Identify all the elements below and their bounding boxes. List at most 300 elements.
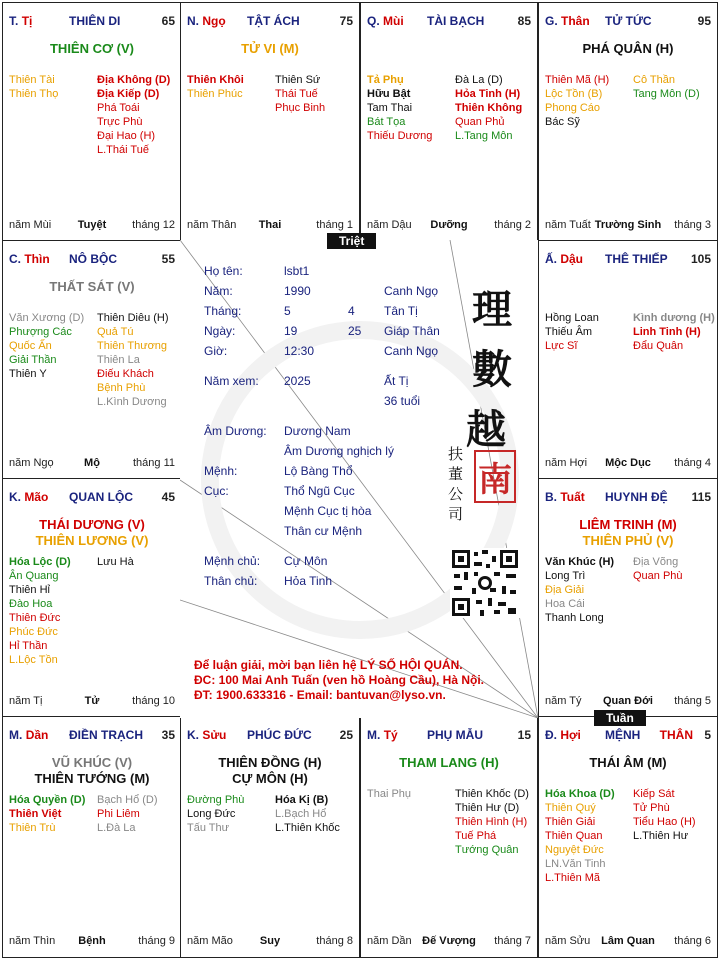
right-star-list — [633, 555, 683, 583]
palace-stem: Sửu — [202, 728, 227, 742]
star-item: Phá Toái — [97, 102, 140, 114]
palace-footer — [545, 695, 711, 709]
calligraphy-small-4: 司 — [448, 505, 464, 523]
star-item: Bạch Hổ (D) — [97, 794, 158, 806]
right-star-list — [275, 793, 340, 835]
palace-hoi — [538, 716, 718, 958]
palace-footer — [9, 457, 175, 471]
palace-branch: G. — [545, 14, 558, 28]
day-can: Giáp Thân — [384, 324, 440, 338]
star-item: Bác Sỹ — [545, 116, 580, 128]
palace-age: 15 — [517, 728, 531, 742]
month-label: Tháng: — [204, 304, 242, 318]
palace-month: tháng 6 — [674, 935, 711, 947]
star-item: Địa Kiếp (D) — [97, 88, 160, 100]
palace-age: 85 — [517, 14, 531, 28]
palace-lifecycle: Quan Đới — [603, 695, 653, 707]
star-item: Quan Phủ — [455, 116, 505, 128]
star-item: Thiên Hỉ — [9, 584, 50, 596]
month-lunar: 4 — [348, 304, 355, 318]
right-star-list — [97, 73, 170, 157]
thanchu-label: Thân chủ: — [204, 574, 258, 588]
palace-age: 5 — [704, 728, 711, 742]
main-star: THÁI DƯƠNG (V) — [39, 517, 145, 532]
star-item: Ân Quang — [9, 570, 59, 582]
main-star: LIÊM TRINH (M) — [579, 517, 677, 532]
palace-year: năm Mùi — [9, 219, 52, 231]
palace-suu — [180, 716, 360, 958]
palace-ti — [2, 2, 182, 242]
star-item: Hồng Loan — [545, 312, 599, 324]
palace-month: tháng 2 — [494, 219, 531, 231]
right-star-list — [275, 73, 325, 115]
palace-footer — [9, 935, 175, 949]
star-item: Tuế Phá — [455, 830, 497, 842]
day-value: 19 — [284, 324, 298, 338]
calligraphy-char-1: 理 — [472, 286, 512, 333]
center-info-panel — [180, 240, 538, 718]
star-item: Thanh Long — [545, 612, 604, 624]
palace-lifecycle: Bệnh — [78, 935, 106, 947]
main-star: THIÊN TƯỚNG (M) — [34, 771, 150, 786]
star-item: Linh Tinh (H) — [633, 326, 701, 338]
view-year-label: Năm xem: — [204, 374, 259, 388]
palace-branch: B. — [545, 490, 557, 504]
thanchu-value: Hỏa Tinh — [284, 574, 333, 588]
palace-age: 25 — [339, 728, 353, 742]
star-item: Đường Phù — [187, 794, 245, 806]
left-star-list — [187, 793, 244, 835]
main-star: CỰ MÔN (H) — [232, 771, 308, 786]
main-star: THIÊN ĐỒNG (H) — [218, 755, 322, 770]
star-item: Tang Môn (D) — [633, 88, 700, 100]
palace-year: năm Mão — [187, 935, 233, 947]
palace-age: 55 — [161, 252, 175, 266]
star-item: Phượng Các — [9, 326, 72, 338]
cuc-label: Cục: — [204, 484, 229, 498]
star-item: Thiên Thương — [97, 340, 168, 352]
star-item: Hóa Lộc (D) — [9, 556, 71, 568]
star-item: Thai Phụ — [367, 788, 412, 800]
hour-can: Canh Ngọ — [384, 344, 439, 358]
palace-branch: Đ. — [545, 728, 557, 742]
main-star: THIÊN CƠ (V) — [49, 41, 135, 56]
menh-value: Lộ Bàng Thổ — [284, 464, 353, 478]
star-item: Tấu Thư — [187, 822, 230, 834]
hour-value: 12:30 — [284, 344, 315, 358]
palace-name: TÀI BẠCH — [427, 14, 485, 28]
palace-header — [9, 490, 175, 506]
star-item: Bệnh Phù — [97, 382, 146, 394]
palace-header — [545, 14, 711, 30]
palace-name: ĐIỀN TRẠCH — [69, 728, 143, 742]
calligraphy-char-3: 越 — [466, 406, 506, 453]
palace-stem: Tuất — [560, 490, 585, 504]
star-item: Thiếu Âm — [545, 326, 593, 338]
star-item: Thiên Phúc — [187, 88, 243, 100]
star-item: Cô Thần — [633, 74, 675, 86]
star-item: Thiên Tài — [9, 74, 55, 86]
month-value: 5 — [284, 304, 291, 318]
calligraphy-small-3: 公 — [448, 485, 464, 503]
palace-branch: T. — [9, 14, 19, 28]
palace-than — [538, 2, 718, 242]
amduong-value-2: Âm Dương nghịch lý — [284, 444, 394, 458]
palace-lifecycle: Thai — [258, 219, 282, 231]
palace-name: THÊ THIẾP — [605, 252, 668, 266]
main-star: THẤT SÁT (V) — [49, 279, 135, 294]
palace-footer — [367, 219, 531, 233]
star-item: Hữu Bật — [367, 88, 411, 100]
right-star-list — [633, 311, 715, 353]
main-star: THÁI ÂM (M) — [589, 755, 667, 770]
palace-lifecycle: Suy — [259, 935, 281, 947]
triet-tag: Triệt — [327, 233, 376, 249]
palace-stem: Tị — [21, 14, 33, 28]
star-item: Hóa Quyền (D) — [9, 794, 86, 806]
palace-footer — [545, 457, 711, 471]
palace-branch: Q. — [367, 14, 380, 28]
palace-header — [9, 252, 175, 268]
star-item: Thiếu Dương — [367, 130, 433, 142]
star-item: Thiên Khốc (D) — [455, 788, 529, 800]
palace-month: tháng 7 — [494, 935, 531, 947]
palace-month: tháng 1 — [316, 219, 353, 231]
star-item: Kình dương (H) — [633, 312, 715, 324]
name-value: lsbt1 — [284, 264, 310, 278]
star-item: Phục Binh — [275, 102, 326, 114]
palace-age: 115 — [691, 490, 711, 504]
main-star: THIÊN PHỦ (V) — [582, 533, 674, 548]
star-item: Phúc Đức — [9, 626, 58, 638]
palace-footer — [367, 935, 531, 949]
star-item: Thiên Y — [9, 368, 47, 380]
star-item: Thiên Quý — [545, 802, 596, 814]
left-star-list — [367, 787, 411, 801]
right-star-list — [455, 787, 529, 857]
calligraphy-seal: 南 — [474, 450, 516, 503]
star-item: Kiếp Sát — [633, 788, 675, 800]
star-item: Quan Phù — [633, 570, 683, 582]
calligraphy-small-1: 扶 — [448, 445, 464, 463]
month-can: Tân Tị — [384, 304, 418, 318]
star-item: Thiên Thọ — [9, 88, 59, 100]
palace-stem: Thân — [561, 14, 590, 28]
star-item: Hóa Kị (B) — [275, 794, 329, 806]
main-star: THAM LANG (H) — [399, 755, 499, 770]
palace-month: tháng 11 — [132, 457, 175, 469]
year-can: Canh Ngọ — [384, 284, 439, 298]
palace-lifecycle: Đế Vượng — [422, 935, 476, 947]
left-star-list — [545, 555, 614, 625]
palace-age: 95 — [697, 14, 711, 28]
star-item: Tả Phụ — [367, 74, 404, 86]
star-item: Điếu Khách — [97, 368, 154, 380]
palace-month: tháng 12 — [132, 219, 175, 231]
star-item: Hỉ Thần — [9, 640, 48, 652]
palace-year: năm Tị — [9, 695, 43, 707]
star-item: Thiên Mã (H) — [545, 74, 610, 86]
year-label: Năm: — [204, 284, 233, 298]
palace-header — [9, 14, 175, 30]
palace-lifecycle: Trường Sinh — [594, 219, 662, 231]
star-item: Giải Thần — [9, 354, 57, 366]
palace-year: năm Thìn — [9, 935, 56, 947]
palace-stem: Mùi — [383, 14, 404, 28]
palace-ty — [360, 716, 538, 958]
star-item: L.Thái Tuế — [97, 144, 149, 156]
palace-header — [545, 490, 711, 506]
palace-mui — [360, 2, 538, 242]
palace-dau — [538, 240, 718, 480]
star-item: L.Đà La — [97, 822, 136, 834]
palace-mao — [2, 478, 182, 718]
palace-name: MỆNH — [605, 728, 641, 742]
star-item: LN.Văn Tinh — [545, 858, 606, 870]
palace-ngo — [180, 2, 360, 242]
cuc-value-3: Thân cư Mệnh — [284, 524, 363, 538]
star-item: Phong Cáo — [545, 102, 601, 114]
star-item: Lưu Hà — [97, 556, 134, 568]
palace-lifecycle: Tuyệt — [77, 219, 107, 231]
contact-line-2: ĐC: 100 Mai Anh Tuấn (ven hồ Hoàng Cầu), Hà Nội. — [194, 673, 485, 687]
palace-name: PHỤ MẪU — [427, 728, 483, 742]
palace-name: QUAN LỘC — [69, 490, 133, 504]
star-item: Thiên Hư (D) — [455, 802, 520, 814]
palace-name: PHÚC ĐỨC — [247, 728, 312, 742]
star-item: Thiên Hình (H) — [455, 816, 528, 828]
star-item: Long Trì — [545, 570, 586, 582]
star-item: Văn Khúc (H) — [545, 556, 615, 568]
palace-header — [545, 728, 711, 744]
palace-age: 45 — [161, 490, 175, 504]
menhchu-value: Cự Môn — [284, 554, 328, 568]
star-item: Đào Hoa — [9, 598, 53, 610]
amduong-value-1: Dương Nam — [284, 424, 351, 438]
palace-month: tháng 10 — [132, 695, 175, 707]
star-item: L.Lộc Tồn — [9, 654, 58, 666]
star-item: Đà La (D) — [455, 74, 503, 86]
amduong-label: Âm Dương: — [204, 424, 267, 438]
day-label: Ngày: — [204, 324, 236, 338]
palace-age: 65 — [161, 14, 175, 28]
palace-year: năm Ngọ — [9, 457, 54, 469]
palace-dan — [2, 716, 182, 958]
palace-branch: M. — [9, 728, 23, 742]
palace-name: TỬ TỨC — [605, 14, 652, 28]
right-star-list — [633, 73, 700, 101]
palace-name: TẬT ÁCH — [247, 14, 300, 28]
palace-month: tháng 5 — [674, 695, 711, 707]
star-item: Tướng Quân — [455, 844, 519, 856]
palace-year: năm Hợi — [545, 457, 588, 469]
palace-lifecycle: Dưỡng — [430, 219, 468, 231]
palace-stem: Mão — [24, 490, 49, 504]
star-item: Thiên Đức — [9, 612, 61, 624]
palace-year: năm Dậu — [367, 219, 412, 231]
palace-footer — [545, 935, 711, 949]
star-item: Long Đức — [187, 808, 236, 820]
star-item: Thiên Giải — [545, 816, 596, 828]
star-item: Hóa Khoa (D) — [545, 788, 615, 800]
star-item: Văn Xương (D) — [9, 312, 85, 324]
star-item: Thiên Trù — [9, 822, 56, 834]
star-item: Bát Tọa — [367, 116, 406, 128]
left-star-list — [187, 73, 244, 101]
palace-name: THIÊN DI — [69, 14, 121, 28]
star-item: Lực Sĩ — [545, 340, 578, 352]
star-item: Thái Tuế — [275, 88, 318, 100]
palace-lifecycle: Lâm Quan — [601, 935, 655, 947]
star-item: Thiên Khôi — [187, 74, 244, 86]
year-value: 1990 — [284, 284, 311, 298]
palace-month: tháng 8 — [316, 935, 353, 947]
star-item: L.Tang Môn — [455, 130, 513, 142]
palace-year: năm Tuất — [545, 219, 591, 231]
palace-header — [545, 252, 711, 268]
left-star-list — [9, 555, 71, 667]
palace-age: 75 — [339, 14, 353, 28]
cuc-value-2: Mệnh Cục tị hòa — [284, 504, 372, 518]
cuc-value-1: Thổ Ngũ Cục — [284, 484, 355, 498]
star-item: Nguyệt Đức — [545, 844, 604, 856]
star-item: L.Thiên Hư — [633, 830, 689, 842]
right-star-list — [97, 555, 134, 569]
star-item: Phi Liêm — [97, 808, 140, 820]
contact-block — [194, 658, 484, 703]
palace-stem: Dậu — [560, 252, 584, 266]
star-item: Tiểu Hao (H) — [633, 816, 696, 828]
palace-year: năm Thân — [187, 219, 237, 231]
palace-footer — [9, 695, 175, 709]
star-item: Trực Phù — [97, 116, 143, 128]
left-star-list — [9, 793, 85, 835]
left-star-list — [9, 311, 84, 381]
tuan-tag: Tuần — [594, 710, 646, 726]
palace-header — [9, 728, 175, 744]
star-item: Địa Võng — [633, 556, 679, 568]
star-item: L.Bạch Hổ — [275, 808, 327, 820]
palace-year: năm Sửu — [545, 935, 591, 947]
main-star: THIÊN LƯƠNG (V) — [35, 533, 149, 548]
right-star-list — [97, 793, 158, 835]
star-item: Quốc Ấn — [9, 340, 52, 352]
star-item: Thiên Quan — [545, 830, 603, 842]
palace-lifecycle: Tử — [84, 695, 100, 707]
palace-header — [187, 728, 353, 744]
palace-branch: M. — [367, 728, 381, 742]
star-item: Thiên Diêu (H) — [97, 312, 169, 324]
palace-header — [187, 14, 353, 30]
menh-label: Mệnh: — [204, 464, 238, 478]
palace-year: năm Tý — [545, 695, 582, 707]
star-item: Thiên Không — [455, 102, 523, 114]
view-year-can: Ất Tị — [384, 374, 409, 388]
menhchu-label: Mệnh chủ: — [204, 554, 261, 568]
calligraphy-char-2: 數 — [472, 346, 512, 393]
left-star-list — [367, 73, 432, 143]
palace-stem: Thìn — [24, 252, 50, 266]
star-item: Đẩu Quân — [633, 340, 684, 352]
contact-line-1: Để luận giải, mời bạn liên hệ LÝ SỐ HỘI QUÁN. — [194, 658, 463, 672]
star-item: Hỏa Tinh (H) — [455, 88, 521, 100]
palace-branch: K. — [9, 490, 21, 504]
star-item: L.Kình Dương — [97, 396, 167, 408]
star-item: Địa Không (D) — [97, 74, 171, 86]
palace-age: 35 — [161, 728, 175, 742]
palace-year: năm Dần — [367, 935, 412, 947]
palace-name: HUYNH ĐỆ — [605, 490, 668, 504]
main-star: TỬ VI (M) — [241, 41, 299, 56]
palace-extra: THÂN — [659, 728, 693, 742]
palace-stem: Hợi — [560, 728, 581, 742]
star-item: Hoa Cái — [545, 598, 585, 610]
palace-stem: Tý — [383, 728, 398, 742]
palace-footer — [187, 935, 353, 949]
palace-lifecycle: Mộc Dục — [605, 457, 651, 469]
palace-branch: Ấ. — [545, 252, 557, 266]
palace-header — [367, 14, 531, 30]
view-year-value: 2025 — [284, 374, 311, 388]
star-item: Tam Thai — [367, 102, 413, 114]
star-item: Đại Hao (H) — [97, 130, 156, 142]
name-label: Họ tên: — [204, 264, 243, 278]
star-item: Lộc Tồn (B) — [545, 88, 603, 100]
view-age: 36 tuổi — [384, 394, 421, 408]
qr-code[interactable] — [450, 548, 520, 618]
day-lunar: 25 — [348, 324, 362, 338]
star-item: Thiên La — [97, 354, 140, 366]
palace-header — [367, 728, 531, 744]
star-item: Thiên Việt — [9, 808, 62, 820]
palace-lifecycle: Mộ — [84, 457, 100, 469]
palace-month: tháng 9 — [138, 935, 175, 947]
palace-footer — [9, 219, 175, 233]
star-item: Địa Giải — [545, 584, 585, 596]
star-item: L.Thiên Mã — [545, 872, 601, 884]
palace-thin — [2, 240, 182, 480]
left-star-list — [9, 73, 58, 101]
star-item: L.Thiên Khốc — [275, 822, 340, 834]
palace-name: NÔ BỘC — [69, 252, 117, 266]
palace-branch: C. — [9, 252, 21, 266]
palace-stem: Dần — [25, 728, 49, 742]
right-star-list — [633, 787, 696, 843]
palace-age: 105 — [690, 252, 711, 266]
palace-tuat — [538, 478, 718, 718]
palace-month: tháng 3 — [674, 219, 711, 231]
main-star: VŨ KHÚC (V) — [51, 755, 133, 770]
star-item: Tử Phù — [633, 802, 670, 814]
left-star-list — [545, 311, 599, 353]
main-star: PHÁ QUÂN (H) — [582, 41, 674, 56]
palace-branch: N. — [187, 14, 199, 28]
hour-label: Giờ: — [204, 344, 228, 358]
contact-line-3[interactable]: ĐT: 1900.633316 - Email: bantuvan@lyso.vn. — [194, 688, 446, 702]
right-star-list — [97, 311, 169, 409]
palace-branch: K. — [187, 728, 199, 742]
right-star-list — [455, 73, 522, 143]
palace-footer — [187, 219, 353, 233]
palace-footer — [545, 219, 711, 233]
star-item: Thiên Sứ — [275, 74, 321, 86]
palace-month: tháng 4 — [674, 457, 711, 469]
star-item: Quả Tú — [97, 326, 134, 338]
left-star-list — [545, 787, 615, 885]
palace-stem: Ngọ — [202, 14, 226, 28]
left-star-list — [545, 73, 609, 129]
calligraphy-small-2: 董 — [448, 465, 464, 483]
